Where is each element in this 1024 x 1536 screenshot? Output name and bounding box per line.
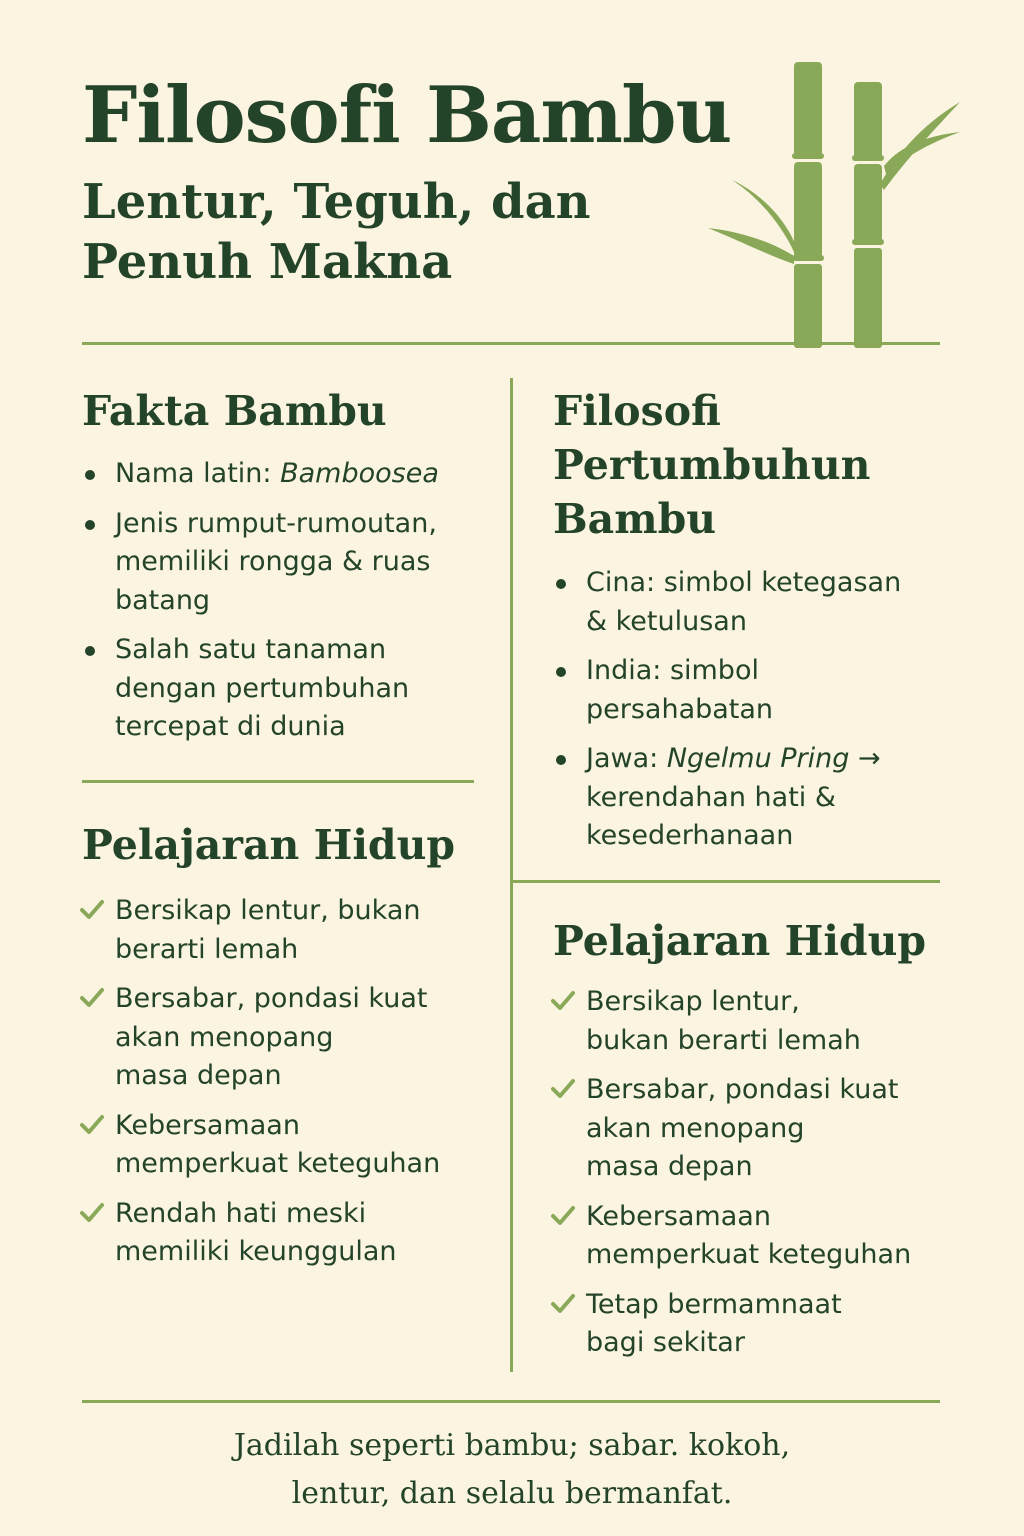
filosofi-section (553, 384, 953, 867)
pelajaran-left-list (82, 892, 492, 1272)
footer-divider (82, 1400, 940, 1403)
list-item: Bersikap lentur, bukan berarti lemah (553, 983, 953, 1060)
list-item: Jenis rumput-rumoutan, memiliki rongga & ruas batang (82, 505, 482, 621)
subtitle-line-1: Lentur, Teguh, dan (82, 174, 591, 230)
list-item: Bersikap lentur, bukan berarti lemah (82, 892, 492, 969)
check-icon (79, 986, 105, 1010)
list-item: Kebersamaan memperkuat keteguhan (553, 1198, 953, 1275)
list-item: Jawa: Ngelmu Pring → kerendahan hati & kesederhanaan (553, 740, 953, 856)
list-item: Cina: simbol ketegasan & ketulusan (553, 564, 953, 641)
check-icon (550, 989, 576, 1013)
right-section-divider (512, 880, 940, 883)
page-title: Filosofi Bambu (82, 70, 732, 161)
filosofi-heading: Filosofi Pertumbuhun Bambu (553, 387, 871, 543)
page-subtitle (82, 172, 642, 292)
check-icon (550, 1204, 576, 1228)
footer-quote: Jadilah seperti bambu; sabar. kokoh, lentur, dan selalu bermanfat. (233, 1428, 791, 1511)
list-item: Bersabar, pondasi kuat akan menopang masa depan (553, 1071, 953, 1187)
header-divider (82, 342, 940, 345)
check-icon (550, 1077, 576, 1101)
list-item: Rendah hati meski memiliki keunggulan (82, 1195, 492, 1272)
left-section-divider (82, 780, 474, 783)
subtitle-line-2: Penuh Makna (82, 234, 453, 290)
list-item: Salah satu tanaman dengan pertumbuhan tercepat di dunia (82, 631, 482, 747)
list-item: Kebersamaan memperkuat keteguhan (82, 1107, 492, 1184)
list-item: Bersabar, pondasi kuat akan menopang masa depan (82, 980, 492, 1096)
check-icon (79, 1113, 105, 1137)
filosofi-list (553, 564, 953, 856)
pelajaran-left-section (82, 818, 492, 1283)
pelajaran-right-section (553, 914, 953, 1374)
fakta-section (82, 384, 482, 758)
pelajaran-right-list (553, 983, 953, 1363)
list-item: Nama latin: Bamboosea (82, 455, 482, 494)
column-divider (510, 378, 513, 1372)
fakta-heading: Fakta Bambu (82, 387, 387, 435)
pelajaran-right-heading: Pelajaran Hidup (553, 917, 927, 965)
fakta-list (82, 455, 482, 747)
check-icon (79, 1201, 105, 1225)
check-icon (79, 898, 105, 922)
list-item: Tetap bermamnaat bagi sekitar (553, 1286, 953, 1363)
list-item: India: simbol persahabatan (553, 652, 953, 729)
check-icon (550, 1292, 576, 1316)
pelajaran-left-heading: Pelajaran Hidup (82, 821, 456, 869)
bamboo-illustration (700, 56, 970, 348)
